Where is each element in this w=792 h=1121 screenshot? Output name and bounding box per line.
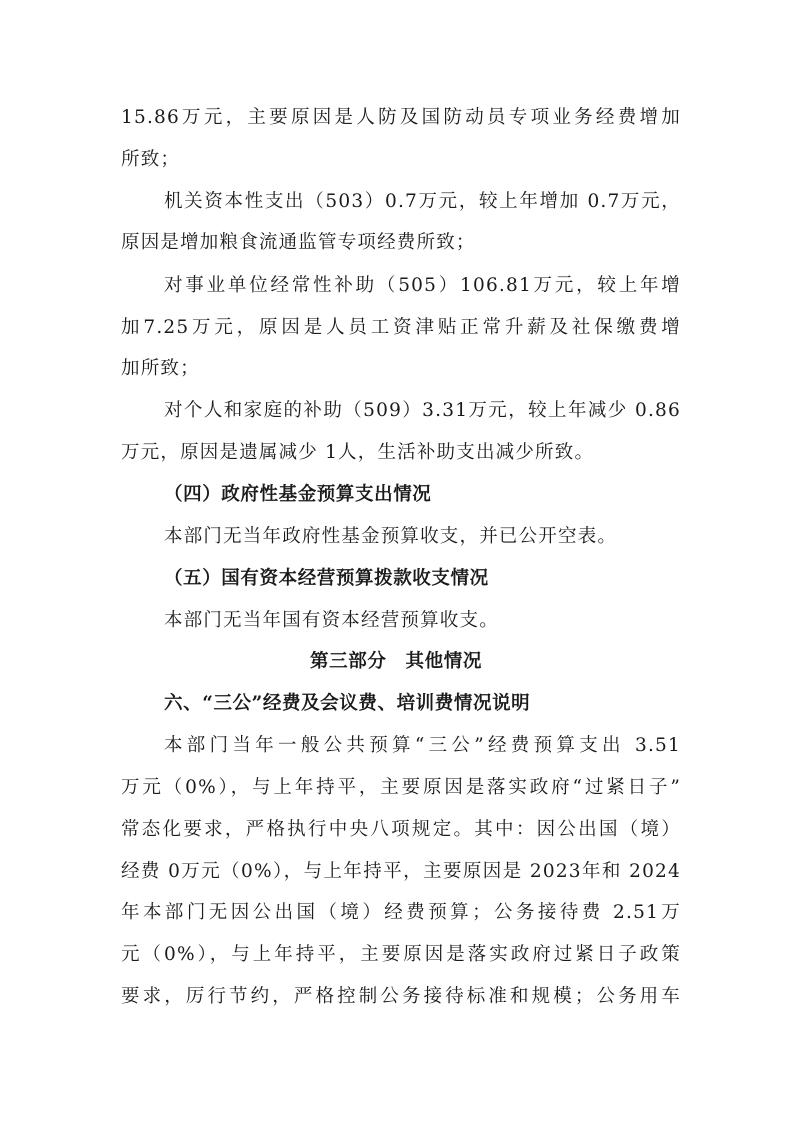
paragraph-line: 本部门当年一般公共预算“三公”经费预算支出 3.51 (164, 735, 681, 756)
paragraph-line: 经费 0万元（0%），与上年持平，主要原因是 2023年和 2024 (121, 861, 681, 882)
paragraph-line: 万元，原因是遗属减少 1人，生活补助支出减少所致。 (121, 442, 595, 463)
paragraph-line: 本部门无当年政府性基金预算收支，并已公开空表。 (164, 526, 618, 547)
paragraph-line: 常态化要求，严格执行中央八项规定。其中：因公出国（境） (121, 819, 681, 840)
section-heading: （四）政府性基金预算支出情况 (164, 484, 432, 505)
section-heading: 六、“三公”经费及会议费、培训费情况说明 (164, 693, 531, 714)
paragraph-line: 本部门无当年国有资本经营预算收支。 (164, 610, 499, 631)
paragraph-line: 所致； (121, 149, 181, 170)
paragraph-line: 对个人和家庭的补助（509）3.31万元，较上年减少 0.86 (164, 400, 681, 421)
paragraph-line: 原因是增加粮食流通监管专项经费所致； (121, 232, 476, 253)
section-heading: （五）国有资本经营预算拨款收支情况 (164, 568, 489, 589)
paragraph-line: 15.86万元，主要原因是人防及国防动员专项业务经费增加 (121, 107, 681, 128)
paragraph-line: 万元（0%），与上年持平，主要原因是落实政府“过紧日子” (121, 777, 681, 798)
paragraph-line: 加所致； (121, 358, 200, 379)
paragraph-line: 元（0%），与上年持平，主要原因是落实政府过紧日子政策 (121, 944, 681, 965)
paragraph-line: 机关资本性支出（503）0.7万元，较上年增加 0.7万元， (164, 191, 681, 212)
paragraph-line: 年本部门无因公出国（境）经费预算；公务接待费 2.51万 (121, 902, 681, 923)
paragraph-line: 对事业单位经常性补助（505）106.81万元，较上年增 (164, 275, 681, 296)
part-title: 第三部分 其他情况 (310, 651, 482, 672)
paragraph-line: 要求，厉行节约，严格控制公务接待标准和规模；公务用车 (121, 986, 681, 1007)
paragraph-line: 加7.25万元，原因是人员工资津贴正常升薪及社保缴费增 (121, 317, 681, 338)
